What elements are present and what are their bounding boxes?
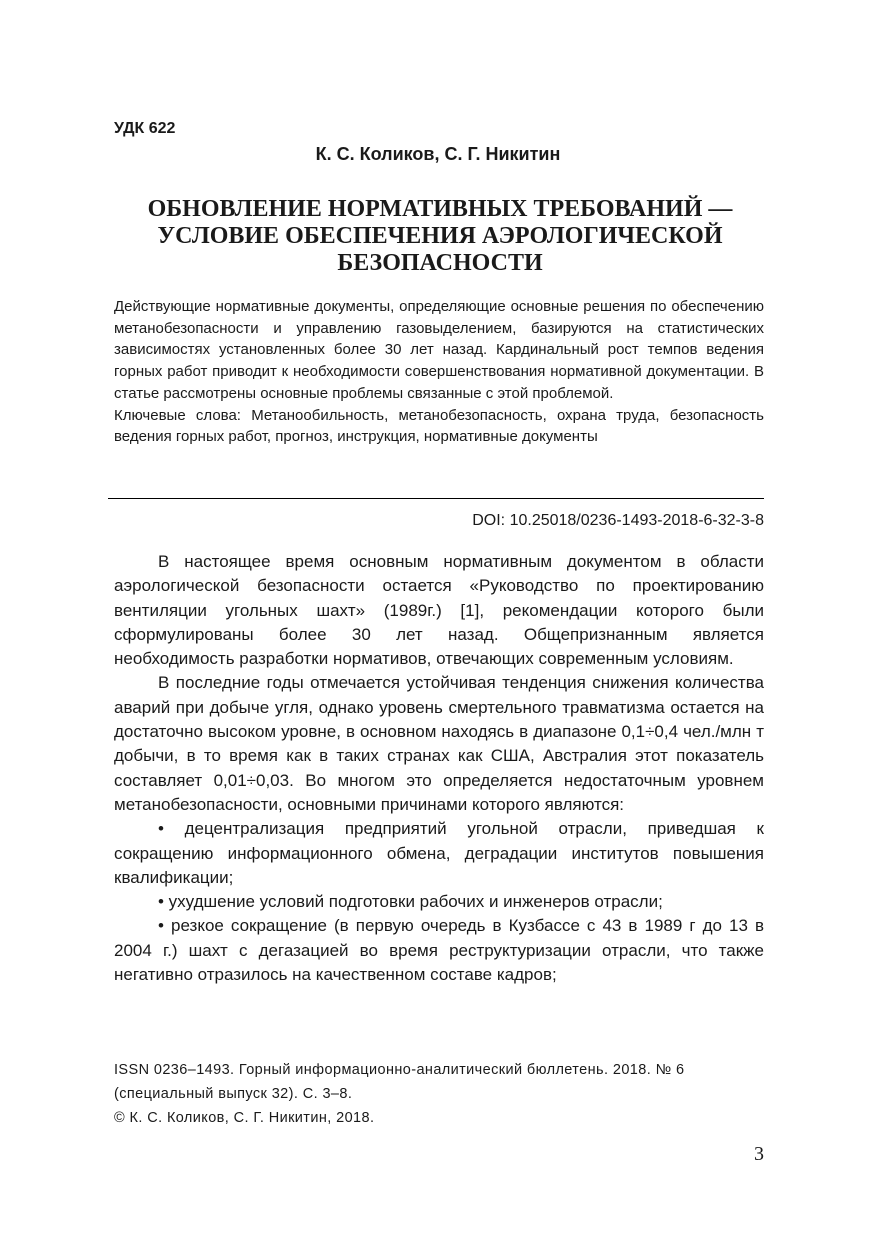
authors: К. С. Коликов, С. Г. Никитин (315, 144, 561, 164)
keywords: Ключевые слова: Метанообильность, метанобезопасность, охрана труда, безопасность ведения горных работ, прогноз, инструкция, нормативные документы (114, 406, 764, 446)
copyright: © К. С. Коликов, С. Г. Никитин, 2018. (114, 1110, 375, 1126)
article-title: ОБНОВЛЕНИЕ НОРМАТИВНЫХ ТРЕБОВАНИЙ — УСЛОВИЕ ОБЕСПЕЧЕНИЯ АЭРОЛОГИЧЕСКОЙ БЕЗОПАСНОСТИ (147, 196, 733, 276)
journal-citation: ISSN 0236–1493. Горный информационно-аналитический бюллетень. 2018. № 6 (специальный выпуск 32). С. 3–8. (114, 1062, 685, 1102)
footer (114, 1058, 764, 1130)
list-item: • резкое сокращение (в первую очередь в Кузбассе с 43 в 1989 г до 13 в 2004 г.) шахт с дегазацией во время реструктуризации отрасли, что также негативно отразилось на качественном составе кадров; (114, 916, 764, 985)
article-body (114, 550, 764, 987)
list-item: • ухудшение условий подготовки рабочих и инженеров отрасли; (158, 892, 663, 912)
page-number: 3 (754, 1143, 764, 1165)
abstract-text: Действующие нормативные документы, определяющие основные решения по обеспечению метанобезопасности и управлению газовыделением, базируются на статистических зависимостях установленных более 30 лет назад. Кардинальный рост темпов ведения горных работ приводит к необходимости совершенствования нормативной документации. В статье рассмотрены основные проблемы связанные с этой проблемой. (114, 298, 764, 402)
body-paragraph: В последние годы отмечается устойчивая тенденция снижения количества аварий при добыче угля, однако уровень смертельного травматизма остается на достаточно высоком уровне, в основном находясь в диапазоне 0,1÷0,4 чел./млн т добычи, в то время как в таких странах как США, Австралия этот показатель составляет 0,01÷0,03. Во многом это определяется недостаточным уровнем метанобезопасности, основными причинами которого являются: (114, 673, 764, 814)
list-item: • децентрализация предприятий угольной отрасли, приведшая к сокращению информационного обмена, деградации институтов повышения квалификации; (114, 819, 764, 887)
doi[interactable]: DOI: 10.25018/0236-1493-2018-6-32-3-8 (472, 512, 764, 529)
body-paragraph: В настоящее время основным нормативным документом в области аэрологической безопасности остается «Руководство по проектированию вентиляции угольных шахт» (1989г.) [1], рекомендации которого были сформулированы более 30 лет назад. Общепризнанным является необходимость разработки нормативов, отвечающих современным условиям. (114, 552, 764, 669)
abstract (114, 296, 764, 448)
bullet-list (114, 817, 764, 987)
udk-code: УДК 622 (114, 120, 176, 137)
divider-line (108, 498, 764, 499)
